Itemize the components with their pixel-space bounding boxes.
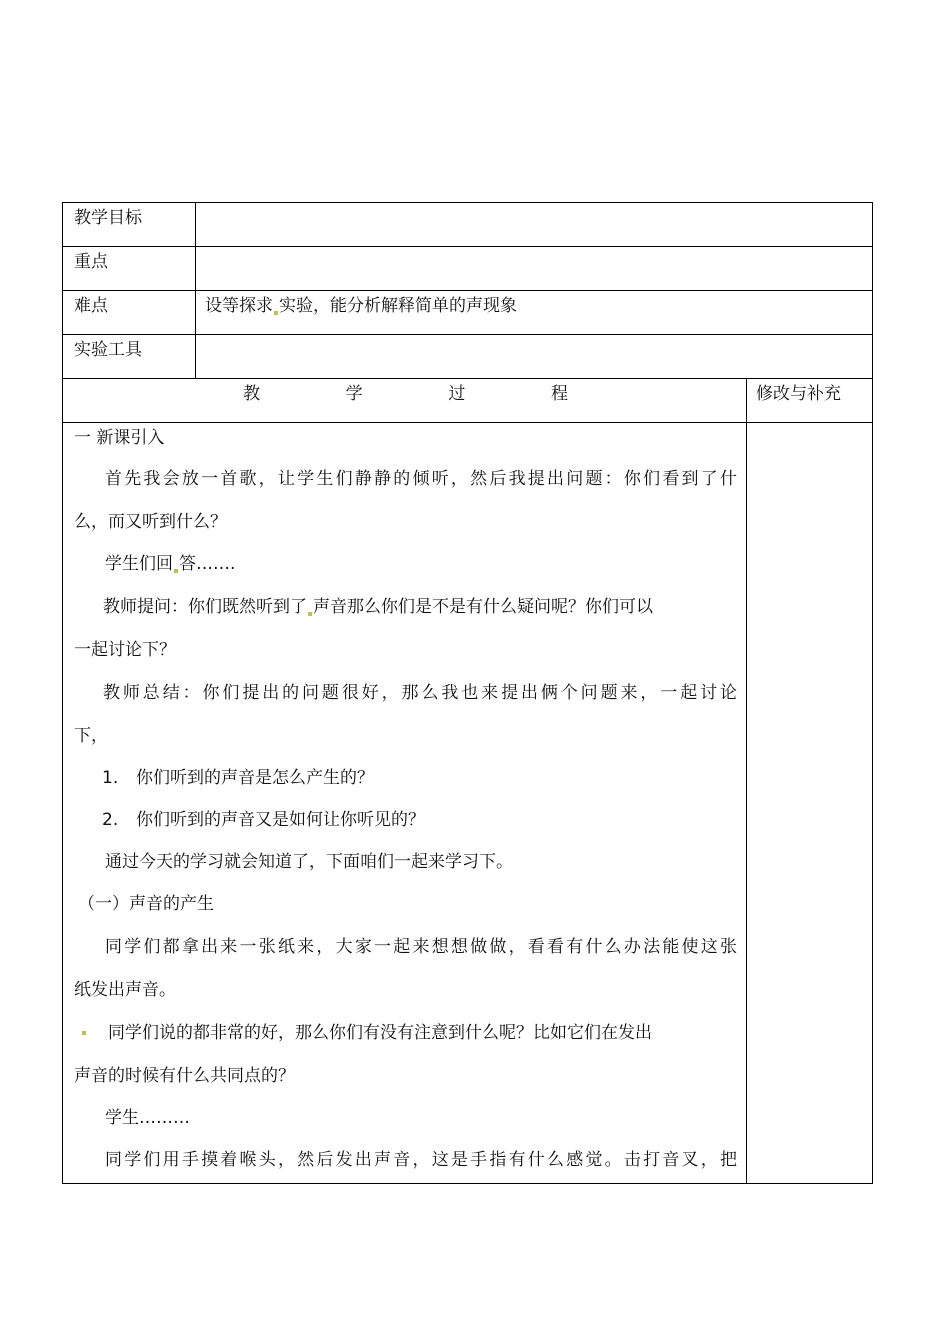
row-teaching-goal [63, 203, 873, 247]
paragraph-line: 下， [74, 726, 108, 746]
value-cell-teaching-goal [196, 203, 873, 247]
list-item [74, 759, 737, 801]
section-heading-intro: 一 新课引入 [74, 428, 165, 448]
row-process-body [63, 423, 873, 1184]
notes-header: 修改与补充 [756, 384, 841, 404]
process-title [63, 379, 746, 406]
paragraph-line: 通过今天的学习就会知道了，下面咱们一起来学习下。 [105, 852, 513, 872]
process-title-char: 程 [550, 384, 568, 404]
paragraph-line: 同学们都拿出来一张纸来，大家一起来想想做做，看看有什么办法能使这张 [105, 937, 737, 957]
row-label-teaching-goal: 教学目标 [74, 208, 142, 228]
paragraph-line: 教师总结：你们提出的问题很好，那么我也来提出俩个问题来，一起讨论 [103, 683, 737, 703]
annotation-mark [82, 1031, 86, 1035]
student-answer-b: 答……. [179, 554, 236, 574]
paragraph-line [74, 1013, 737, 1056]
row-value-key-point [196, 247, 872, 250]
row-label-key-point: 重点 [74, 252, 108, 272]
value-cell-key-point [196, 247, 873, 291]
paragraph-line: 学生……… [105, 1108, 190, 1128]
teacher-question-b: 声音那么你们是不是有什么疑问呢？你们可以 [313, 597, 653, 617]
row-value-difficulty [196, 291, 872, 318]
row-lab-tools [63, 335, 873, 379]
label-cell [63, 203, 196, 247]
student-answer-a: 学生们回 [105, 554, 173, 574]
process-title-char: 过 [448, 384, 466, 404]
row-value-lab-tools [196, 335, 872, 338]
notes-body-cell [747, 423, 873, 1184]
annotation-mark [274, 311, 278, 315]
paragraph-line: 一起讨论下？ [74, 640, 176, 660]
list-text: 你们听到的声音又是如何让你听见的？ [136, 810, 425, 830]
teacher-question-a: 教师提问：你们既然听到了 [103, 597, 307, 617]
process-body [63, 423, 746, 1183]
value-cell-difficulty [196, 291, 873, 335]
paragraph-line: 纸发出声音。 [74, 980, 176, 1000]
row-key-point [63, 247, 873, 291]
label-cell [63, 335, 196, 379]
paragraph-line: 首先我会放一首歌，让学生们静静的倾听，然后我提出问题：你们看到了什 [105, 469, 737, 489]
list-number: 1. [102, 768, 119, 788]
list-number: 2. [102, 810, 119, 830]
label-cell [63, 291, 196, 335]
paragraph-line [74, 545, 737, 587]
row-process-header [63, 379, 873, 423]
row-label-lab-tools: 实验工具 [74, 340, 142, 360]
difficulty-text-b: 实验，能分析解释简单的声现象 [279, 296, 517, 316]
value-cell-lab-tools [196, 335, 873, 379]
process-title-char: 教 [243, 384, 260, 404]
row-value-teaching-goal [196, 203, 872, 206]
paragraph-line [74, 587, 737, 630]
paragraph-line: 声音的时候有什么共同点的？ [74, 1066, 295, 1086]
section-heading-sound-origin: （一）声音的产生 [78, 894, 214, 914]
annotation-mark [174, 569, 178, 573]
lesson-plan-table [62, 202, 873, 1184]
process-body-cell [63, 423, 747, 1184]
notes-header-cell [747, 379, 873, 423]
paragraph-text: 同学们说的都非常的好，那么你们有没有注意到什么呢？比如它们在发出 [108, 1023, 652, 1043]
process-header-cell [63, 379, 747, 423]
row-difficulty [63, 291, 873, 335]
list-text: 你们听到的声音是怎么产生的？ [136, 768, 374, 788]
row-label-difficulty: 难点 [74, 296, 108, 316]
paragraph-line: 么，而又听到什么？ [74, 512, 227, 532]
difficulty-text-a: 设等探求 [205, 296, 273, 316]
label-cell [63, 247, 196, 291]
annotation-mark [308, 612, 312, 616]
process-title-char: 学 [345, 384, 363, 404]
paragraph-line: 同学们用手摸着喉头，然后发出声音，这是手指有什么感觉。击打音叉，把 [105, 1150, 737, 1170]
list-item [74, 801, 737, 843]
